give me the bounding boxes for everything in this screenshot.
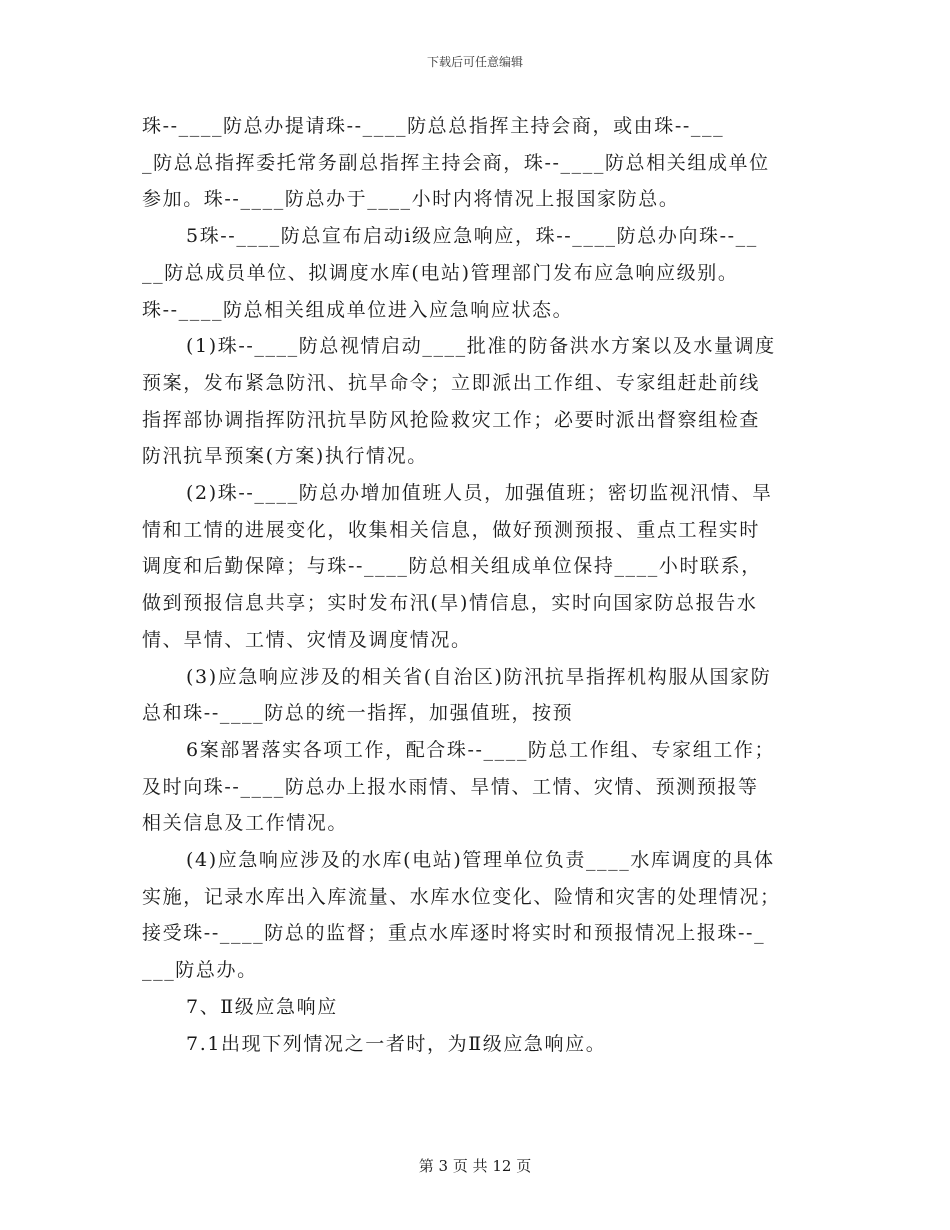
text-line: 总和珠--____防总的统一指挥，加强值班，按预	[142, 702, 574, 725]
text-line: 接受珠--____防总的监督；重点水库逐时将实时和预报情况上报珠--_	[142, 922, 766, 945]
text-line: 参加。珠--____防总办于____小时内将情况上报国家防总。	[142, 188, 680, 211]
text-line: (3)应急响应涉及的相关省(自治区)防汛抗旱指挥机构服从国家防	[186, 665, 772, 688]
text-line: (2)珠--____防总办增加值班人员，加强值班；密切监视汛情、旱	[186, 482, 773, 505]
text-line: (1)珠--____防总视情启动____批准的防备洪水方案以及水量调度	[186, 335, 776, 358]
page-header: 下载后可任意编辑	[426, 55, 523, 69]
text-line: 5珠--____防总宣布启动i级应急响应，珠--____防总办向珠--__	[186, 225, 758, 248]
text-line: 调度和后勤保障；与珠--____防总相关组成单位保持____小时联系，	[142, 555, 762, 578]
document-body	[142, 108, 812, 1062]
text-line: 及时向珠--____防总办上报水雨情、旱情、工情、灾情、预测预报等	[142, 775, 759, 798]
text-line: 实施，记录水库出入库流量、水库水位变化、险情和灾害的处理情况；	[142, 885, 781, 908]
section-heading: 7、Ⅱ级应急响应	[186, 995, 338, 1018]
text-line: 情和工情的进展变化，收集相关信息，做好预测预报、重点工程实时	[142, 518, 761, 541]
text-line: 6案部署落实各项工作，配合珠--____防总工作组、专家组工作；	[186, 738, 776, 761]
text-line: (4)应急响应涉及的水库(电站)管理单位负责____水库调度的具体	[186, 849, 775, 872]
text-line: 做到预报信息共享；实时发布汛(旱)情信息，实时向国家防总报告水	[142, 592, 758, 615]
text-line: __防总成员单位、拟调度水库(电站)管理部门发布应急响应级别。	[142, 261, 739, 284]
page-number: 第 3 页 共 12 页	[418, 1157, 532, 1175]
text-line: 指挥部协调指挥防汛抗旱防风抢险救灾工作；必要时派出督察组检查	[142, 408, 761, 431]
text-line: 7.1出现下列情况之一者时，为Ⅱ级应急响应。	[186, 1032, 607, 1055]
text-line: ___防总办。	[142, 959, 258, 982]
text-line: 预案，发布紧急防汛、抗旱命令；立即派出工作组、专家组赶赴前线	[142, 371, 761, 394]
text-line: 情、旱情、工情、灾情及调度情况。	[142, 628, 472, 651]
text-line: 防汛抗旱预案(方案)执行情况。	[142, 445, 428, 468]
text-line: 相关信息及工作情况。	[142, 812, 349, 835]
text-line: _防总总指挥委托常务副总指挥主持会商，珠--____防总相关组成单位	[142, 151, 770, 174]
text-line: 珠--____防总办提请珠--____防总总指挥主持会商，或由珠--___	[142, 115, 725, 137]
text-line: 珠--____防总相关组成单位进入应急响应状态。	[142, 298, 574, 321]
